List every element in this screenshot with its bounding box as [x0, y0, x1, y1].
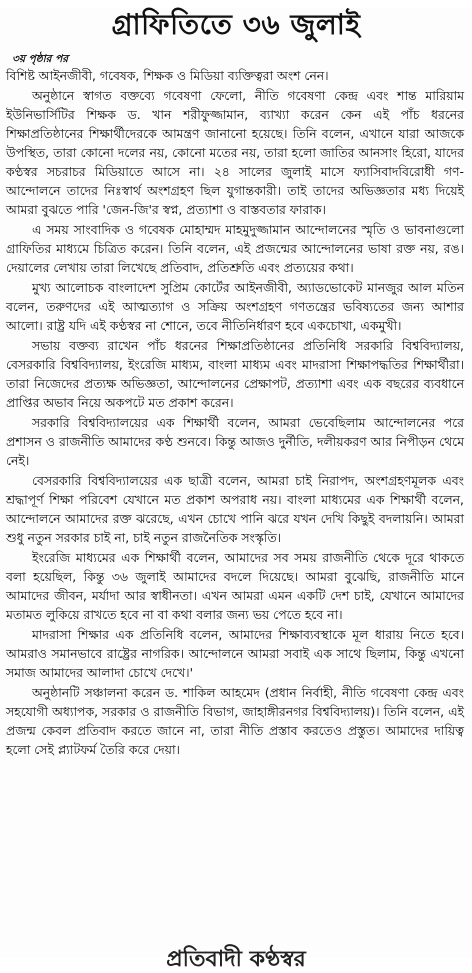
paragraph: সভায় বক্তব্য রাখেন পাঁচ ধরনের শিক্ষাপ্রতিষ্ঠানের প্রতিনিধি সরকারি বিশ্ববিদ্যালয়, বেসরকারি বিশ্ববিদ্যালয়, ইংরেজি মাধ্যম, বাংলা মাধ্যম এবং মাদরাসা শিক্ষাপদ্ধতির শিক্ষার্থীরা। তারা নিজেদের প্রত্যক্ষ অভিজ্ঞতা, আন্দোলনের প্রেক্ষাপট, প্রত্যাশা এবং এক বছরের ব্যবধানে প্রাপ্তির অভাব নিয়ে অকপটে মত প্রকাশ করেন। — [6, 338, 464, 410]
paragraph: বেসরকারি বিশ্ববিদ্যালয়ের এক ছাত্রী বলেন, আমরা চাই নিরাপদ, অংশগ্রহণমূলক এবং শ্রদ্ধাপূর্ণ শিক্ষা পরিবেশ যেখানে মত প্রকাশ অপরাধ নয়। বাংলা মাধ্যমের এক শিক্ষার্থী বলেন, আন্দোলনে আমাদের রক্ত ঝরেছে, এখন চোখে পানি ঝরে যখন দেখি কিছুই বদলায়নি। আমরা শুধু নতুন সরকার চাই না, চাই নতুন রাজনৈতিক সংস্কৃতি। — [6, 473, 464, 545]
paragraph: এ সময় সাংবাদিক ও গবেষক মোহাম্মদ মাহমুদুজ্জামান আন্দোলনের স্মৃতি ও ভাবনাগুলো গ্রাফিতির মাধ্যমে চিত্রিত করেন। তিনি বলেন, এই প্রজন্মের আন্দোলনের ভাষা রক্ত নয়, রঙ। দেয়ালের লেখায় তারা লিখেছে প্রতিবাদ, প্রতিশ্রুতি এবং প্রত্যয়ের কথা। — [6, 222, 464, 275]
paragraph: বিশিষ্ট আইনজীবী, গবেষক, শিক্ষক ও মিডিয়া ব্যক্তিত্বরা অংশ নেন। — [6, 68, 329, 83]
paragraph: অনুষ্ঠানে স্বাগত বক্তব্যে গবেষণা ফেলো, নীতি গবেষণা কেন্দ্র এবং শান্ত মারিয়াম ইউনিভার্সিটির শিক্ষক ড. খান শরীফুজ্জামান, ব্যাখ্যা করেন কেন এই পাঁচ ধরনের শিক্ষাপ্রতিষ্ঠানের শিক্ষার্থীদেরকে আমন্ত্রণ জানানো হয়েছে। তিনি বলেন, এখানে যারা আজকে উপস্থিত, তারা কোনো দলের নয়, কোনো মতের নয়, তারা হলো জাতির আনসাং হিরো, যাদের কণ্ঠস্বর সচরাচর মিডিয়াতে আসে না। ২৪ সালের জুলাই মাসে ফ্যাসিবাদবিরোধী গণ-আন্দোলনে তাদের নিঃস্বার্থ অংশগ্রহণ ছিল যুগান্তকারী। তাই তাদের অভিজ্ঞতার মধ্য দিয়েই আমরা বুঝতে পারি 'জেন-জি'র স্বপ্ন, প্রত্যাশা ও বাস্তবতার ফারাক। — [6, 88, 464, 217]
paragraph: মুখ্য আলোচক বাংলাদেশ সুপ্রিম কোর্টের আইনজীবী, অ্যাডভোকেট মানজুর আল মতিন বলেন, তরুণদের এই আত্মত্যাগ ও সক্রিয় অংশগ্রহণ গণতন্ত্রের ভবিষ্যতের জন্য আশার আলো। রাষ্ট্র যদি এই কণ্ঠস্বর না শোনে, তবে নীতিনির্ধারণ হবে একচোখা, একমুখী। — [6, 280, 464, 333]
paragraph: মাদরাসা শিক্ষার এক প্রতিনিধি বলেন, আমাদের শিক্ষাব্যবস্থাকে মূল ধারায় নিতে হবে। আমরাও সমানভাবে রাষ্ট্রের নাগরিক। আন্দোলনে আমরা সবাই এক সাথে ছিলাম, কিন্তু এখনো সমাজ আমাদের আলাদা চোখে দেখে।' — [6, 627, 464, 680]
newspaper-clipping — [0, 8, 472, 972]
continued-from-label: ৩য় পৃষ্ঠার পর — [12, 53, 69, 65]
paragraph: ইংরেজি মাধ্যমের এক শিক্ষার্থী বলেন, আমাদের সব সময় রাজনীতি থেকে দূরে থাকতে বলা হয়েছিল, কিন্তু ৩৬ জুলাই আমাদের বদলে দিয়েছে। আমরা বুঝেছি, রাজনীতি মানে আমাদের জীবন, মর্যাদা আর স্বাধীনতা। এখন আমরা এমন একটি দেশ চাই, যেখানে আমাদের মতামত লুকিয়ে রাখতে হবে না বা কথা বলার জন্য ভয় পেতে হবে না। — [6, 550, 464, 622]
paragraph: অনুষ্ঠানটি সঞ্চালনা করেন ড. শাকিল আহমেদ (প্রধান নির্বাহী, নীতি গবেষণা কেন্দ্র এবং সহযোগী অধ্যাপক, সরকার ও রাজনীতি বিভাগ, জাহাঙ্গীরনগর বিশ্ববিদ্যালয়)। তিনি বলেন, এই প্রজন্ম কেবল প্রতিবাদ করতে জানে না, তারা নীতি প্রস্তাব করতেও প্রস্তুত। আমাদের দায়িত্ব হলো সেই প্ল্যাটফর্ম তৈরি করে দেয়া। — [6, 685, 464, 757]
headline: গ্রাফিতিতে ৩৬ জুলাই — [111, 8, 361, 41]
next-article-headline-fragment: প্রতিবাদী কণ্ঠস্বর — [166, 947, 306, 972]
article-body — [0, 66, 472, 760]
paragraph: সরকারি বিশ্ববিদ্যালয়ের এক শিক্ষার্থী বলেন, আমরা ভেবেছিলাম আন্দোলনের পরে প্রশাসন ও রাজনীতি আমাদের কণ্ঠ শুনবে। কিন্তু আজও দুর্নীতি, দলীয়করণ আর নিপীড়ন থেমে নেই। — [6, 415, 464, 468]
